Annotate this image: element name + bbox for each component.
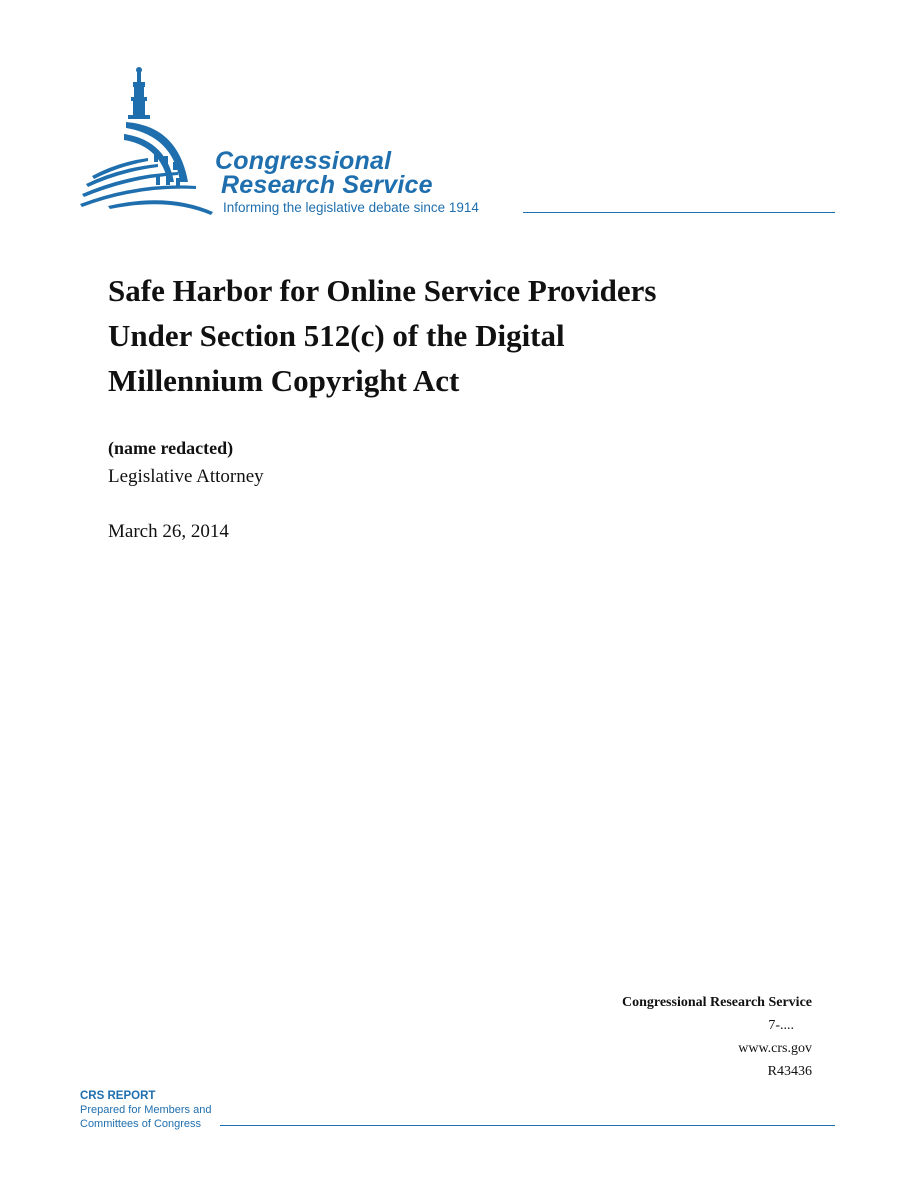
report-title-line3: Millennium Copyright Act	[108, 363, 460, 398]
publisher-info	[622, 991, 812, 1083]
report-title-line1: Safe Harbor for Online Service Providers	[108, 273, 657, 308]
publisher-organization: Congressional Research Service	[621, 995, 812, 1010]
header-divider	[523, 212, 835, 213]
author-role: Legislative Attorney	[108, 466, 264, 487]
publisher-contact: 7-....	[768, 1018, 794, 1033]
brand-tagline: Informing the legislative debate since 1914	[223, 200, 479, 215]
publisher-website: www.crs.gov	[738, 1041, 812, 1056]
footer-divider	[220, 1125, 835, 1126]
footer-prepared-line1: Prepared for Members and	[80, 1104, 212, 1116]
brand-name-line2: Research Service	[221, 171, 433, 199]
publication-date: March 26, 2014	[108, 521, 229, 542]
report-number: R43436	[767, 1064, 812, 1079]
footer-prepared-line2: Committees of Congress	[80, 1118, 202, 1130]
author-name: (name redacted)	[108, 438, 234, 458]
crs-report-footer	[80, 1089, 211, 1131]
crs-header	[78, 64, 838, 224]
brand-name-line1: Congressional	[215, 147, 392, 175]
report-title-line2: Under Section 512(c) of the Digital	[108, 318, 565, 353]
footer-report-label: CRS REPORT	[80, 1090, 156, 1102]
report-title	[108, 268, 808, 403]
capitol-dome-logo-icon	[78, 64, 228, 220]
